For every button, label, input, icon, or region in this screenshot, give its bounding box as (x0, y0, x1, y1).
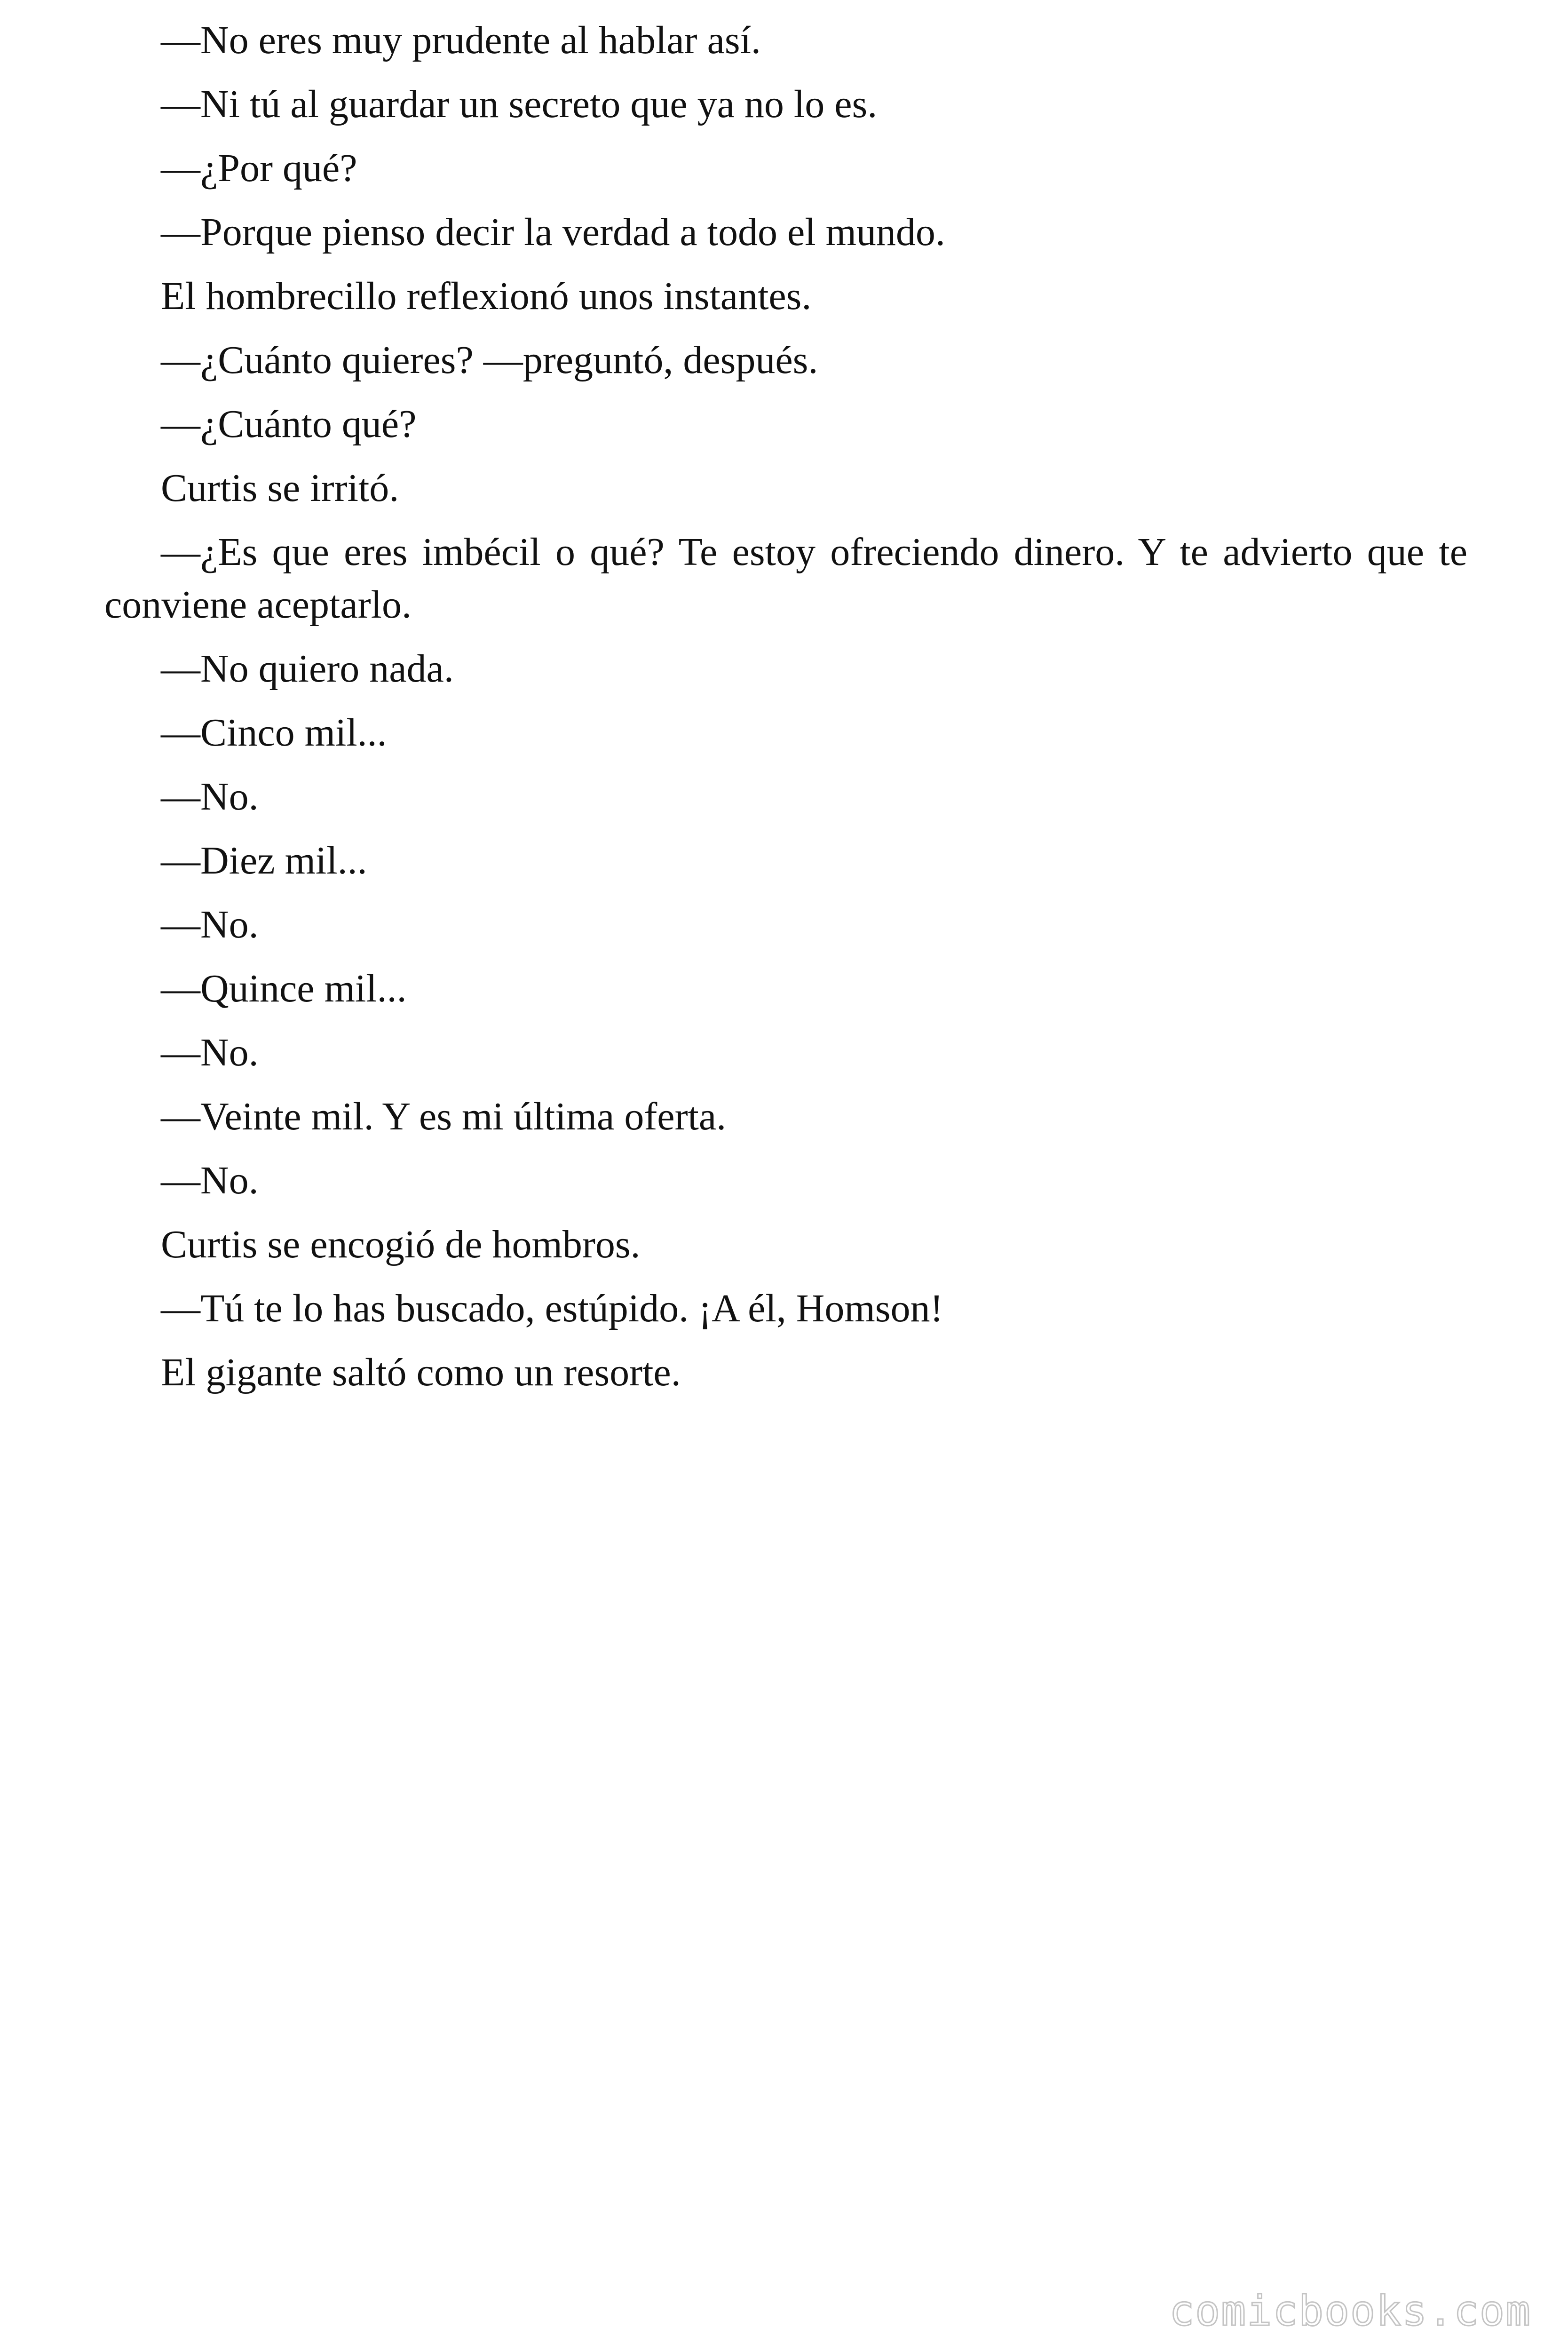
paragraph: —Diez mil... (161, 839, 367, 882)
paragraph: —No eres muy prudente al hablar así. (161, 18, 761, 62)
paragraph: —Veinte mil. Y es mi última oferta. (161, 1095, 727, 1138)
paragraph: —No. (161, 903, 259, 946)
paragraph: —Tú te lo has buscado, estúpido. ¡A él, Homson! (161, 1287, 943, 1330)
paragraph: —¿Cuánto qué? (161, 402, 417, 446)
paragraph: El hombrecillo reflexionó unos instantes. (161, 274, 812, 318)
paragraph: —¿Por qué? (161, 146, 357, 190)
paragraph: —No quiero nada. (161, 647, 454, 691)
page-text (104, 14, 1467, 1410)
paragraph: Curtis se encogió de hombros. (161, 1223, 641, 1266)
paragraph: —¿Es que eres imbécil o qué? Te estoy ofreciendo dinero. Y te advierto que te conviene aceptarlo. (104, 530, 1467, 627)
paragraph: —Cinco mil... (161, 711, 387, 755)
paragraph: Curtis se irritó. (161, 466, 399, 510)
paragraph: —Ni tú al guardar un secreto que ya no lo es. (161, 82, 878, 126)
paragraph: El gigante saltó como un resorte. (161, 1351, 681, 1394)
watermark: comicbooks.com (1169, 2287, 1531, 2335)
paragraph: —Quince mil... (161, 967, 407, 1010)
paragraph: —No. (161, 1159, 259, 1202)
paragraph: —¿Cuánto quieres? —preguntó, después. (161, 338, 818, 382)
paragraph: —No. (161, 1031, 259, 1074)
paragraph: —No. (161, 775, 259, 818)
paragraph: —Porque pienso decir la verdad a todo el mundo. (161, 210, 945, 254)
